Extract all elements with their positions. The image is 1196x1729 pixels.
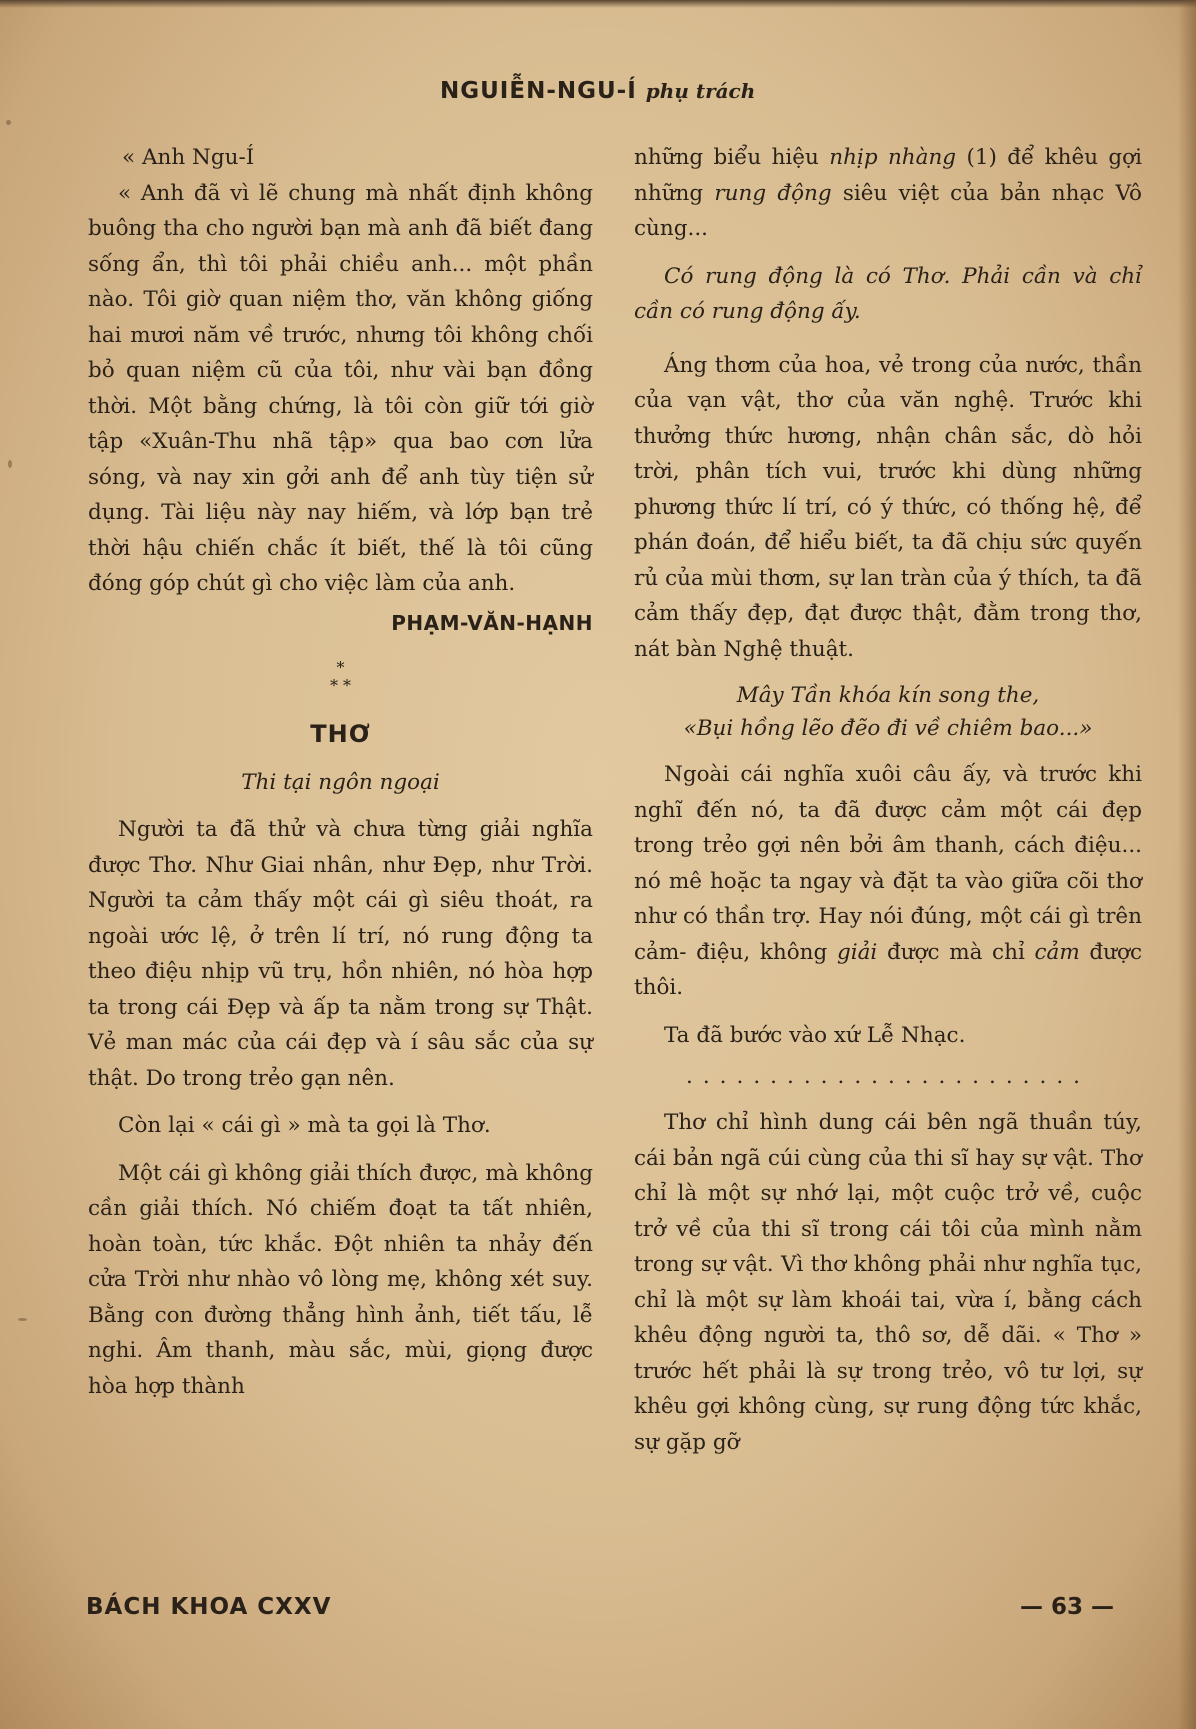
paper-spot (18, 1318, 27, 1321)
footer-publication: BÁCH KHOA CXXV (86, 1594, 332, 1620)
text-run: được thôi. (634, 939, 1142, 1000)
section-header (440, 78, 860, 104)
separator-stars (88, 659, 593, 695)
paper-spot (6, 120, 11, 125)
text-run: được mà chỉ (877, 939, 1035, 965)
paragraph: Một cái gì không giải thích được, mà không cần giải thích. Nó chiếm đoạt ta tất nhiên, hoàn toàn, tức khắc. Đột nhiên ta nhảy đến cửa Trời như nhào vô lòng mẹ, không xét suy. Bằng con đường thẳng hình ảnh, tiết tấu, lễ nghi. Âm thanh, màu sắc, mùi, giọng được hòa hợp thành (88, 1160, 593, 1399)
italic-run: giải (836, 939, 878, 965)
page-number: — 63 — (1020, 1594, 1115, 1620)
section-subtitle: Thi tại ngôn ngoại (241, 769, 440, 795)
paragraph: Thơ chỉ hình dung cái bên ngã thuần túy, cái bản ngã cúi cùng của thi sĩ hay sự vật. Thơ chỉ là một sự nhớ lại, một cuộc trở về, cuộc trở về của thi sĩ trong cái tôi của mình nằm trong sự vật. Vì thơ không phải như nghĩa tục, chỉ là một sự làm khoái tai, vừa í, bằng cách khêu động người ta, thô sơ, dễ dãi. « Thơ » trước hết phải là sự trong trẻo, vô tư lợi, sự khêu gợi không cùng, sự rung động tức khắc, sự gặp gỡ (634, 1110, 1142, 1455)
text-run: Ngoài cái nghĩa xuôi câu ấy, và trước khi nghĩ đến nó, ta đã được cảm một cái đẹp trong trẻo gợi nên bởi âm thanh, cách điệu... nó mê hoặc ta ngay và đặt ta vào giữa cõi thơ như có thần trợ. Hay nói đúng, một cái gì trên cảm- điệu, không (634, 762, 1142, 965)
italic-run: nhịp nhàng (829, 145, 957, 170)
header-title: NGUIỄN-NGU-Í (440, 78, 637, 104)
letter-signature: PHẠM-VĂN-HẠNH (391, 610, 593, 635)
italic-run: cảm (1034, 939, 1080, 965)
stars-top: * (336, 658, 345, 677)
letter-body: « Anh đã vì lẽ chung mà nhất định không buông tha cho người bạn mà anh đã biết đang sống ẩn, thì tôi phải chiều anh... một phần nào. Tôi giờ quan niệm thơ, văn không giống hai mươi năm về trước, nhưng tôi không chối bỏ quan niệm cũ của tôi, như vài bạn đồng thời. Một bằng chứng, là tôi còn giữ tới giờ tập «Xuân-Thu nhã tập» qua bao cơn lửa sóng, và nay xin gởi anh để anh tùy tiện sử dụng. Tài liệu này nay hiếm, và lớp bạn trẻ thời hậu chiến chắc ít biết, thế là tôi cũng đóng góp chút gì cho việc làm của anh. (88, 180, 593, 596)
paragraph: Người ta đã thử và chưa từng giải nghĩa được Thơ. Như Giai nhân, như Đẹp, như Trời. Người ta cảm thấy một cái gì siêu thoát, ra ngoài ước lệ, ở trên lí trí, nó rung động ta theo điệu nhịp vũ trụ, hồn nhiên, nó hòa hợp ta trong cái Đẹp và ấp ta nằm trong sự Thật. Vẻ man mác của cái đẹp và í sâu sắc của sự thật. Do trong trẻo gạn nên. (88, 817, 593, 1091)
text-run: siêu việt của bản nhạc Vô cùng... (634, 180, 1142, 241)
paragraph (634, 140, 1142, 247)
stars-bottom: * * (329, 676, 352, 695)
page-right-edge (1178, 0, 1196, 1729)
paper-spot (8, 460, 12, 468)
text-run: những biểu hiệu (634, 145, 830, 170)
verse-line: Mây Tần khóa kín song the, (736, 683, 1040, 708)
paragraph: Ta đã bước vào xứ Lễ Nhạc. (664, 1022, 966, 1048)
letter-greeting: « Anh Ngu-Í (122, 145, 255, 170)
page-top-edge (0, 0, 1196, 8)
header-subtitle: phụ trách (645, 79, 756, 103)
paragraph: Còn lại « cái gì » mà ta gọi là Thơ. (118, 1113, 491, 1138)
left-column (88, 140, 593, 1404)
paragraph: Có rung động là có Thơ. Phải cần và chỉ cần có rung động ấy. (634, 263, 1142, 324)
right-column (634, 140, 1142, 1460)
verse-line: «Bụi hồng lẽo đẽo đi về chiêm bao...» (683, 716, 1093, 741)
paragraph: Áng thơm của hoa, vẻ trong của nước, thần của vạn vật, thơ của văn nghệ. Trước khi thưởng thức hương, nhận chân sắc, dò hỏi trời, phân tích vui, trước khi dùng những phương thức lí trí, có ý thức, có thống hệ, để phán đoán, để hiểu biết, ta đã chịu sức quyến rủ của mùi thơm, sự lan tràn của ý thích, ta đã cảm thấy đẹp, đạt được thật, đằm trong thơ, nát bàn Nghệ thuật. (634, 352, 1142, 662)
text-run: (1) để khêu gợi những (634, 145, 1142, 206)
dotted-separator: ........................ (685, 1064, 1091, 1089)
italic-run: rung động (714, 180, 832, 206)
section-title: THƠ (310, 720, 371, 748)
paragraph (634, 757, 1142, 1006)
